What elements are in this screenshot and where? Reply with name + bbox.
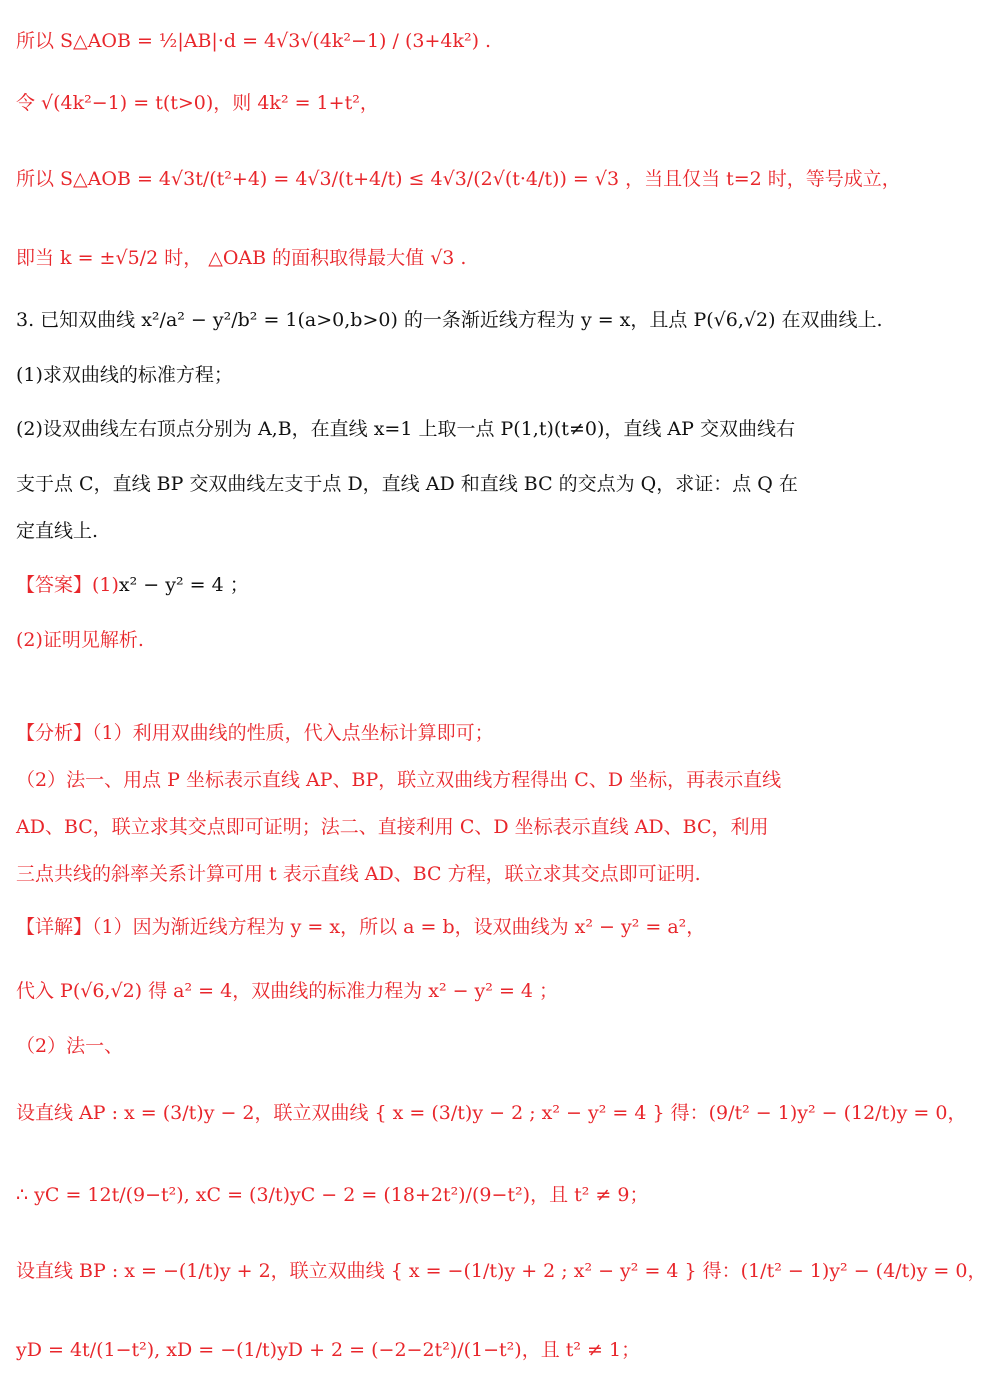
line-9: 定直线上. bbox=[16, 520, 99, 542]
line-21: 设直线 BP : x = −(1/t)y + 2，联立双曲线 { x = −(1/t)y + 2 ; x² − y² = 4 } 得：(1/t² − 1)y² − (4/t)y = 0， bbox=[16, 1260, 986, 1282]
line-13: （2）法一、用点 P 坐标表示直线 AP、BP，联立双曲线方程得出 C、D 坐标，再表示直线 bbox=[16, 769, 782, 791]
line-8: 支于点 C，直线 BP 交双曲线左支于点 D，直线 AD 和直线 BC 的交点为 Q，求证：点 Q 在 bbox=[16, 473, 798, 495]
line-5: 3. 已知双曲线 x²/a² − y²/b² = 1(a>0,b>0) 的一条渐近线方程为 y = x，且点 P(√6,√2) 在双曲线上. bbox=[16, 309, 883, 331]
line-22: yD = 4t/(1−t²), xD = −(1/t)yD + 2 = (−2−2t²)/(1−t²)，且 t² ≠ 1； bbox=[16, 1339, 641, 1361]
line-16: 【详解】（1）因为渐近线方程为 y = x，所以 a = b，设双曲线为 x² − y² = a²， bbox=[16, 916, 706, 938]
line-12: 【分析】（1）利用双曲线的性质，代入点坐标计算即可； bbox=[16, 722, 494, 744]
line-10 bbox=[16, 572, 836, 598]
line-11: (2)证明见解析. bbox=[16, 629, 144, 651]
answer-label: 【答案】(1) bbox=[16, 574, 119, 596]
line-4: 即当 k = ±√5/2 时， △OAB 的面积取得最大值 √3 . bbox=[16, 247, 467, 269]
line-14: AD、BC，联立求其交点即可证明；法二、直接利用 C、D 坐标表示直线 AD、BC，利用 bbox=[16, 816, 769, 838]
line-20: ∴ yC = 12t/(9−t²), xC = (3/t)yC − 2 = (18+2t²)/(9−t²)，且 t² ≠ 9； bbox=[16, 1184, 649, 1206]
line-15: 三点共线的斜率关系计算可用 t 表示直线 AD、BC 方程，联立求其交点即可证明. bbox=[16, 863, 701, 885]
line-6: (1)求双曲线的标准方程； bbox=[16, 364, 233, 386]
line-3: 所以 S△AOB = 4√3t/(t²+4) = 4√3/(t+4/t) ≤ 4√3/(2√(t·4/t)) = √3 ，当且仅当 t=2 时，等号成立， bbox=[16, 168, 901, 190]
line-1: 所以 S△AOB = ½|AB|·d = 4√3√(4k²−1) / (3+4k²) . bbox=[16, 30, 492, 52]
line-17: 代入 P(√6,√2) 得 a² = 4，双曲线的标准力程为 x² − y² = 4 ； bbox=[16, 980, 559, 1002]
line-7: (2)设双曲线左右顶点分别为 A,B，在直线 x=1 上取一点 P(1,t)(t≠0)，直线 AP 交双曲线右 bbox=[16, 418, 795, 440]
line-2: 令 √(4k²−1) = t(t>0)，则 4k² = 1+t²， bbox=[16, 92, 379, 114]
line-19: 设直线 AP : x = (3/t)y − 2，联立双曲线 { x = (3/t)y − 2 ; x² − y² = 4 } 得：(9/t² − 1)y² − (12/t)y = 0， bbox=[16, 1102, 967, 1124]
line-18: （2）法一、 bbox=[16, 1035, 124, 1057]
answer-part1: x² − y² = 4 ； bbox=[118, 574, 249, 596]
